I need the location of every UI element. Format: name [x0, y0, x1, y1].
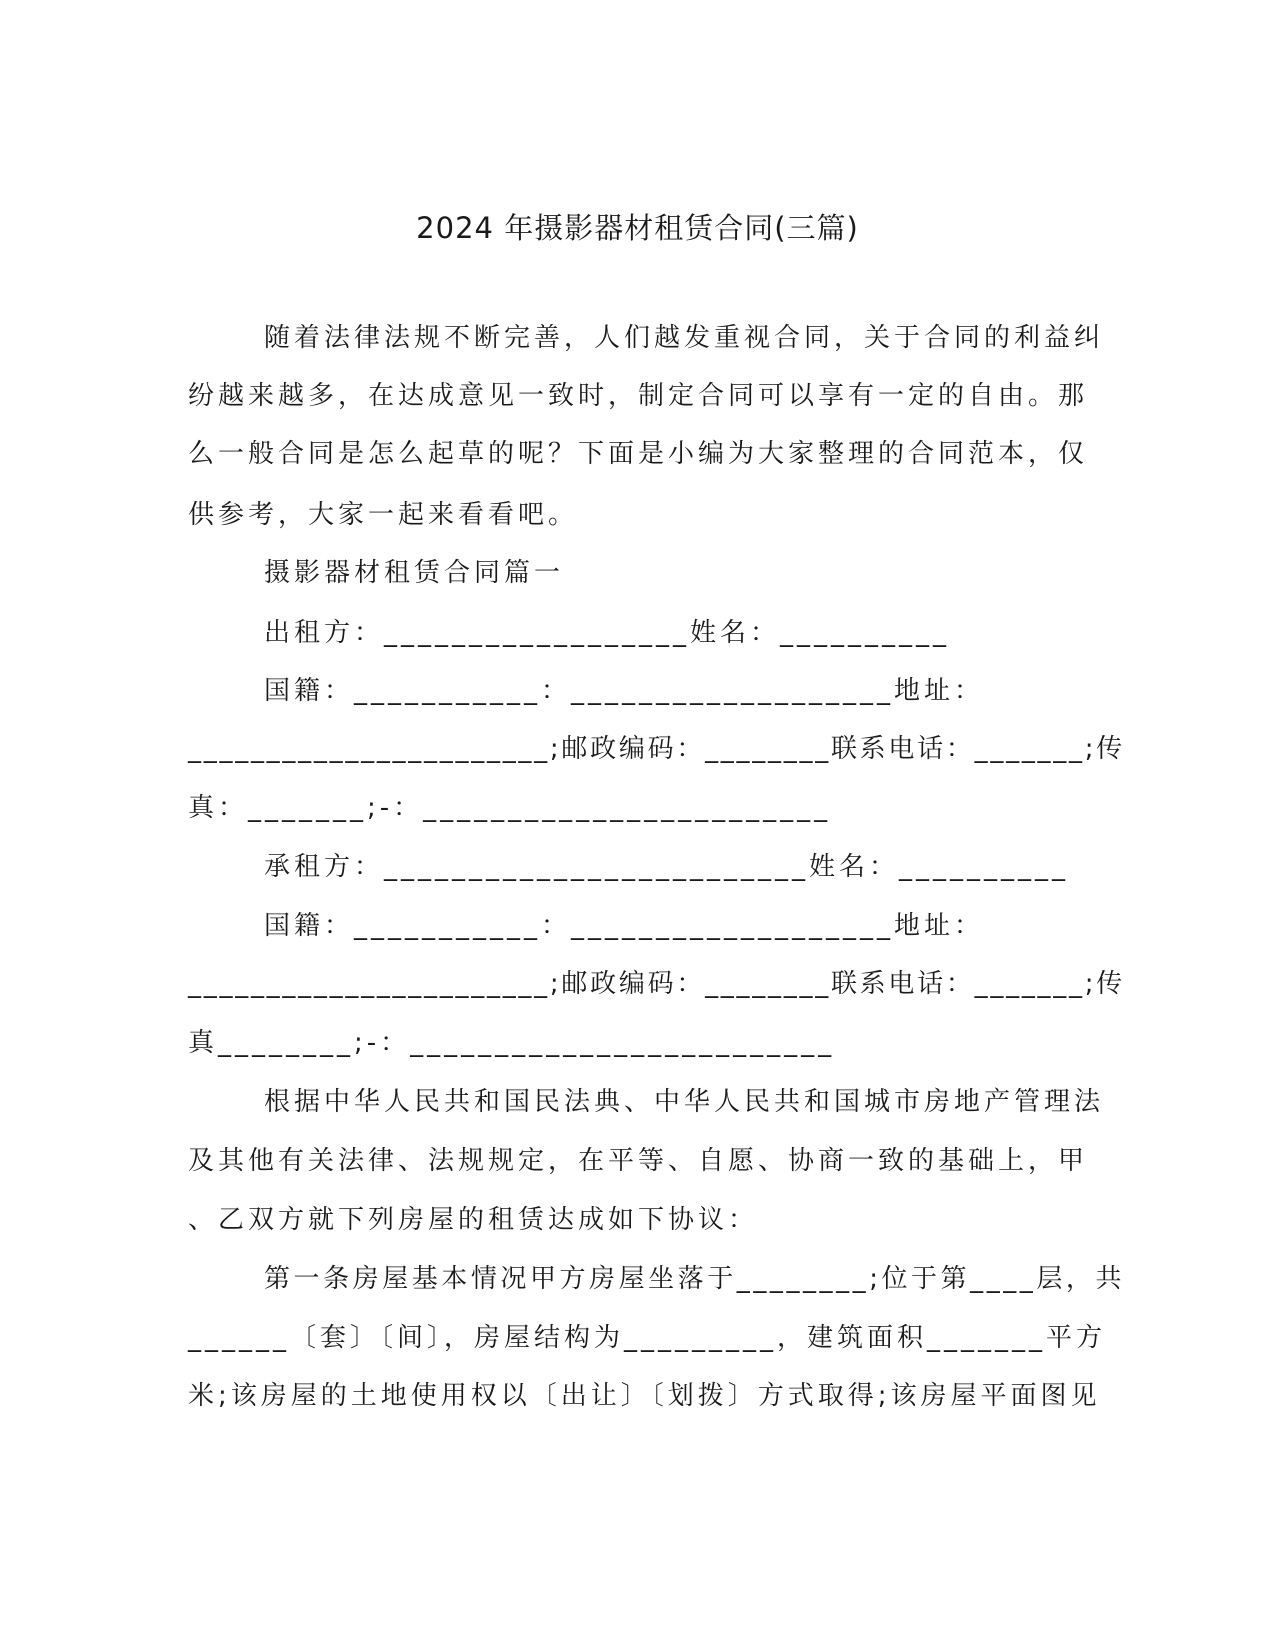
- basis-line-3: 、乙双方就下列房屋的租赁达成如下协议：: [188, 1205, 759, 1235]
- article-1-line-3: 米;该房屋的土地使用权以〔出让〕〔划拨〕方式取得;该房屋平面图见: [188, 1381, 1101, 1411]
- lessee-line-4: 真________;-：_________________________: [188, 1028, 836, 1058]
- basis-line-2: 及其他有关法律、法规规定，在平等、自愿、协商一致的基础上，甲: [188, 1146, 1089, 1176]
- intro-line-2: 纷越来越多，在达成意见一致时，制定合同可以享有一定的自由。那: [188, 381, 1089, 411]
- lessor-line-2: 国籍：___________：___________________地址：: [264, 676, 985, 706]
- lessee-line-2: 国籍：___________：___________________地址：: [264, 911, 985, 941]
- intro-line-3: 么一般合同是怎么起草的呢？下面是小编为大家整理的合同范本，仅: [188, 439, 1089, 469]
- lessee-line-3: _______________________;邮政编码：________联系电话：_______;传: [188, 969, 1125, 999]
- article-1-line-2: ______〔套〕〔间〕，房屋结构为_________，建筑面积_______平方: [188, 1323, 1107, 1353]
- intro-line-1: 随着法律法规不断完善，人们越发重视合同，关于合同的利益纠: [264, 323, 1105, 353]
- basis-line-1: 根据中华人民共和国民法典、中华人民共和国城市房地产管理法: [264, 1087, 1105, 1117]
- lessor-line-1: 出租方：__________________姓名：__________: [264, 618, 951, 648]
- section-heading: 摄影器材租赁合同篇一: [264, 558, 565, 588]
- lessee-line-1: 承租方：_________________________姓名：__________: [264, 852, 1070, 882]
- article-1-line-1: 第一条房屋基本情况甲方房屋坐落于________;位于第____层，共: [264, 1264, 1125, 1294]
- lessor-line-4: 真：_______;-：________________________: [188, 793, 832, 823]
- intro-line-4: 供参考，大家一起来看看吧。: [188, 500, 579, 530]
- page-title: 2024 年摄影器材租赁合同(三篇): [416, 211, 859, 245]
- lessor-line-3: _______________________;邮政编码：________联系电话：_______;传: [188, 734, 1125, 764]
